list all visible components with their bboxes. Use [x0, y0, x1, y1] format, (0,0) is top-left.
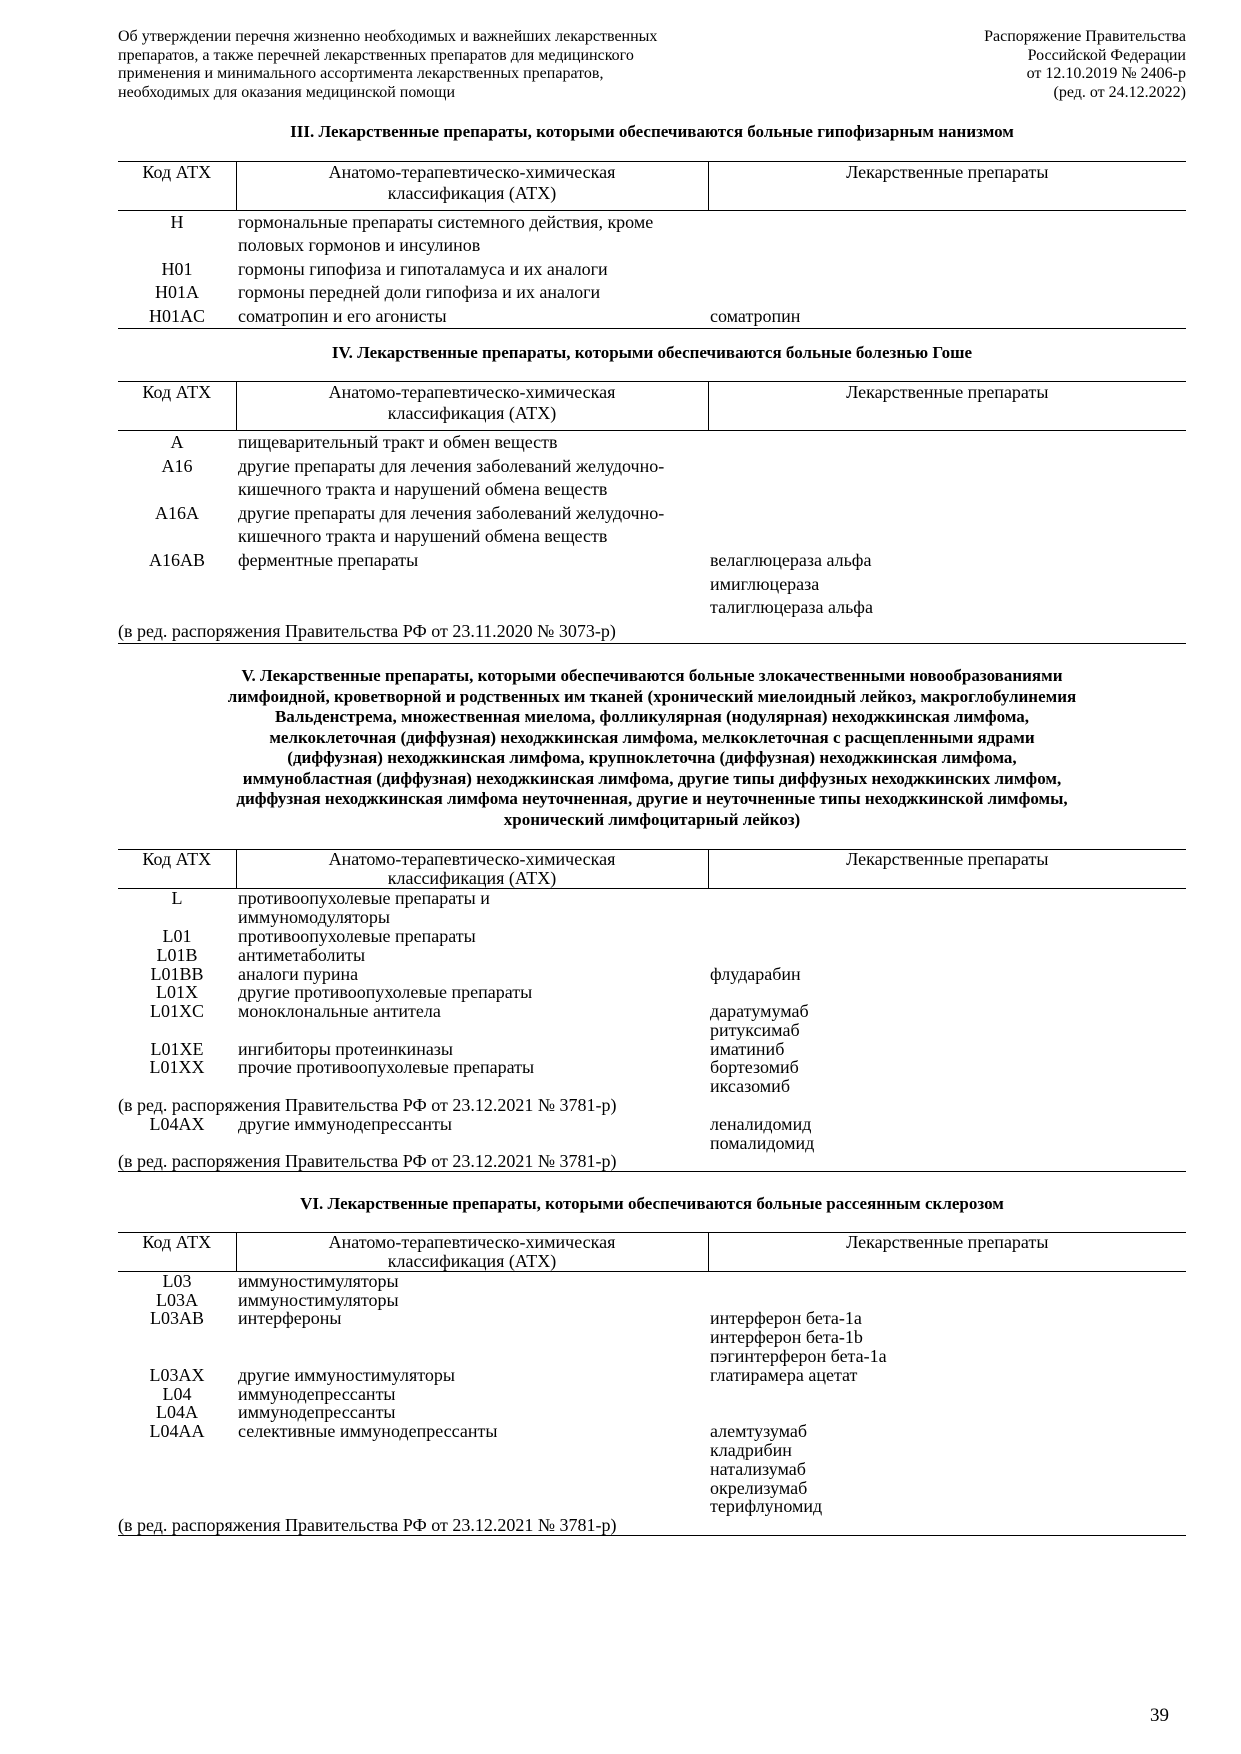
header-document-reference [806, 28, 1186, 102]
column-header-atc [236, 1232, 708, 1271]
atx-code: L01 [162, 925, 192, 946]
atx-code: L01X [156, 982, 198, 1003]
drug-list [708, 1403, 1186, 1422]
table-row [118, 983, 1186, 1002]
header-left-line: препаратов, а также перечней лекарственных препаратов для медицинского [118, 46, 634, 64]
header-right-line: (ред. от 24.12.2022) [1053, 83, 1186, 101]
atx-name: другие иммунодепрессанты [238, 1113, 452, 1134]
atx-name: другие иммуностимуляторы [238, 1364, 455, 1385]
atx-name: селективные иммунодепрессанты [238, 1421, 498, 1442]
atx-code: L04A [156, 1402, 198, 1423]
section-title-line: лимфоидной, кроветворной и родственных им тканей (хронический миелоидный лейкоз, макроглобулинемия [227, 686, 1077, 706]
column-header-drugs: Лекарственные препараты [708, 850, 1186, 889]
drug-list [708, 946, 1186, 965]
section-title-iii: III. Лекарственные препараты, которыми обеспечиваются больные гипофизарным нанизмом [290, 122, 1014, 141]
atx-name: другие препараты для лечения заболеваний желудочно-кишечного тракта и нарушений обмена веществ [238, 455, 665, 500]
atx-name: иммунодепрессанты [238, 1383, 396, 1404]
atx-name: ингибиторы протеинкиназы [238, 1038, 454, 1059]
atx-name: другие препараты для лечения заболеваний желудочно-кишечного тракта и нарушений обмена веществ [238, 502, 665, 547]
atx-name: пищеварительный тракт и обмен веществ [238, 431, 558, 452]
atx-name: аналоги пурина [238, 963, 359, 984]
atx-name: соматропин и его агонисты [236, 305, 708, 329]
table-row [118, 1385, 1186, 1404]
drug-list [708, 927, 1186, 946]
atx-code: H01 [161, 258, 193, 279]
section-title-line: хронический лимфоцитарный лейкоз) [503, 809, 801, 829]
drug-list: иматиниб [710, 1038, 785, 1059]
atx-code: A16 [161, 455, 193, 476]
column-header-atc [236, 381, 708, 430]
table-header-row [118, 1232, 1186, 1271]
atx-code: L03AX [149, 1364, 205, 1385]
atx-code: L01B [156, 944, 198, 965]
column-header-drugs: Лекарственные препараты [708, 1232, 1186, 1271]
atx-code: A16AB [148, 549, 205, 570]
section-title-line: мелкоклеточная (диффузная) неходжкинская лимфома, мелкоклеточная с расщепленными ядрами [269, 727, 1035, 747]
table-row [118, 1291, 1186, 1310]
table-header-row [118, 161, 1186, 210]
atx-code: A [170, 431, 184, 452]
drug-list [708, 889, 1186, 927]
table-row [118, 1040, 1186, 1059]
table-row [118, 1403, 1186, 1422]
drug-list: интерферон бета-1a интерферон бета-1b пэгинтерферон бета-1a [710, 1308, 887, 1366]
header-right-line: от 12.10.2019 № 2406-р [1026, 65, 1186, 82]
header-right-line: Распоряжение Правительства [984, 28, 1186, 45]
column-header-drugs: Лекарственные препараты [708, 161, 1186, 210]
column-header-atc-line: Анатомо-терапевтическо-химическая [328, 849, 616, 870]
amendment-note: (в ред. распоряжения Правительства РФ от 23.11.2020 № 3073-р) [118, 620, 1186, 644]
drug-list [708, 281, 1186, 305]
table-row [118, 946, 1186, 965]
atx-name: иммуностимуляторы [238, 1289, 399, 1310]
amendment-row [118, 1516, 1186, 1535]
table-header-row [118, 850, 1186, 889]
amendment-row [118, 1152, 1186, 1171]
column-header-drugs: Лекарственные препараты [708, 381, 1186, 430]
atx-code: A16A [155, 502, 199, 523]
atx-name: другие противоопухолевые препараты [238, 982, 533, 1003]
column-header-code: Код АТХ [118, 850, 236, 889]
header-left-line: Об утверждении перечня жизненно необходимых и важнейших лекарственных [118, 28, 658, 45]
drug-list [708, 502, 1186, 549]
amendment-note: (в ред. распоряжения Правительства РФ от 23.12.2021 № 3781-р) [118, 1152, 1186, 1171]
atx-name: противоопухолевые препараты [238, 925, 476, 946]
drug-list [708, 983, 1186, 1002]
page-header [118, 28, 1186, 108]
atx-code: L04AX [149, 1113, 205, 1134]
drug-list: флударабин [710, 963, 801, 984]
atx-name: иммуностимуляторы [238, 1270, 399, 1291]
atx-name: гормоны гипофиза и гипоталамуса и их аналоги [238, 258, 608, 279]
column-header-atc-line: классификация (АТХ) [387, 402, 557, 423]
atx-code: L01XC [150, 1001, 204, 1022]
atx-code: L03AB [150, 1308, 204, 1329]
drug-list: бортезомиб иксазомиб [710, 1057, 799, 1097]
table-row [118, 210, 1186, 258]
atx-name: антиметаболиты [238, 944, 366, 965]
drug-list [708, 1385, 1186, 1404]
drug-list [708, 258, 1186, 282]
table-row [118, 1002, 1186, 1040]
atx-code: H [170, 211, 184, 232]
column-header-code: Код АТХ [118, 381, 236, 430]
column-header-atc-line: Анатомо-терапевтическо-химическая [328, 381, 616, 402]
section-title-line: V. Лекарственные препараты, которыми обеспечиваются больные злокачественными новообразованиями [241, 666, 1063, 686]
table-row [118, 305, 1186, 329]
drug-list [708, 210, 1186, 258]
atx-name: гормональные препараты системного действия, кроме половых гормонов и инсулинов [238, 211, 654, 256]
amendment-note: (в ред. распоряжения Правительства РФ от 23.12.2021 № 3781-р) [118, 1516, 1186, 1535]
drug-list [708, 455, 1186, 502]
atx-code: L04AA [149, 1421, 205, 1442]
atx-name: моноклональные антитела [238, 1001, 441, 1022]
drug-list: даратумумаб ритуксимаб [710, 1001, 809, 1040]
drug-list: велаглюцераза альфа имиглюцераза талиглюцераза альфа [710, 549, 873, 618]
atx-name: противоопухолевые препараты и иммуномодуляторы [238, 888, 490, 928]
table-row [118, 1309, 1186, 1365]
header-right-line: Российской Федерации [1027, 46, 1186, 64]
header-document-title [118, 28, 818, 102]
table-row [118, 1422, 1186, 1516]
table-header-row [118, 381, 1186, 430]
column-header-code: Код АТХ [118, 1232, 236, 1271]
drug-list [708, 1291, 1186, 1310]
section-title-vi: VI. Лекарственные препараты, которыми обеспечиваются больные рассеянным склерозом [300, 1194, 1004, 1214]
column-header-code: Код АТХ [118, 161, 236, 210]
section-title-line: диффузная неходжкинская лимфома неуточненная, другие и неуточненные типы неходжкинской лимфомы, [236, 789, 1068, 809]
column-header-atc-line: классификация (АТХ) [387, 868, 557, 889]
atx-code: H01AC [118, 305, 236, 329]
amendment-row [118, 620, 1186, 644]
column-header-atc [236, 161, 708, 210]
atx-table-vi [118, 1232, 1186, 1536]
section-title-line: (диффузная) неходжкинская лимфома, крупноклеточна (диффузная) неходжкинская лимфома, [287, 748, 1017, 768]
atx-table-iii [118, 161, 1186, 330]
table-row [118, 502, 1186, 549]
table-row [118, 927, 1186, 946]
atx-code: L03A [156, 1289, 198, 1310]
table-row [118, 258, 1186, 282]
atx-code: L01XX [149, 1057, 205, 1078]
drug-list: леналидомид помалидомид [710, 1113, 815, 1153]
header-left-line: необходимых для оказания медицинской помощи [118, 83, 456, 101]
amendment-row [118, 1096, 1186, 1115]
section-title-v [118, 666, 1186, 830]
table-row [118, 549, 1186, 620]
page-number: 39 [1150, 1705, 1169, 1726]
atx-name: интерфероны [238, 1308, 342, 1329]
table-row [118, 455, 1186, 502]
atx-name: иммунодепрессанты [238, 1402, 396, 1423]
table-row [118, 1271, 1186, 1290]
column-header-atc-line: Анатомо-терапевтическо-химическая [328, 161, 616, 182]
atx-table-v [118, 849, 1186, 1172]
column-header-atc [236, 850, 708, 889]
table-row [118, 965, 1186, 984]
table-row [118, 1115, 1186, 1153]
column-header-atc-line: классификация (АТХ) [387, 1250, 557, 1271]
atx-name: ферментные препараты [238, 549, 419, 570]
amendment-note: (в ред. распоряжения Правительства РФ от 23.12.2021 № 3781-р) [118, 1095, 617, 1116]
table-row [118, 430, 1186, 454]
atx-name: прочие противоопухолевые препараты [238, 1057, 535, 1078]
column-header-atc-line: Анатомо-терапевтическо-химическая [328, 1231, 616, 1252]
table-row [118, 889, 1186, 927]
document-page [118, 28, 1186, 1536]
drug-list: глатирамера ацетат [710, 1364, 858, 1385]
table-row [118, 1058, 1186, 1096]
section-title-line: иммунобластная (диффузная) неходжкинская лимфома, другие типы диффузных неходжкинских лимфом, [242, 768, 1062, 788]
drug-list: соматропин [708, 305, 1186, 329]
atx-table-iv [118, 381, 1186, 644]
atx-code: L04 [162, 1383, 192, 1404]
atx-code: H01A [155, 282, 199, 303]
table-row [118, 281, 1186, 305]
section-title-line: Вальденстрема, множественная миелома, фолликулярная (нодулярная) неходжкинская лимфома, [274, 707, 1030, 727]
atx-code: L03 [162, 1270, 192, 1291]
drug-list [708, 1271, 1186, 1290]
section-title-iv: IV. Лекарственные препараты, которыми обеспечиваются больные болезнью Гоше [331, 343, 973, 363]
column-header-atc-line: классификация (АТХ) [387, 182, 557, 203]
drug-list: алемтузумаб кладрибин натализумаб окрелизумаб терифлуномид [710, 1421, 823, 1517]
atx-name: гормоны передней доли гипофиза и их аналоги [238, 282, 601, 303]
header-left-line: применения и минимального ассортимента лекарственных препаратов, [118, 65, 604, 82]
atx-code: L [171, 888, 183, 909]
atx-code: L01BB [150, 963, 204, 984]
table-row [118, 1366, 1186, 1385]
drug-list [708, 430, 1186, 454]
atx-code: L01XE [150, 1038, 204, 1059]
